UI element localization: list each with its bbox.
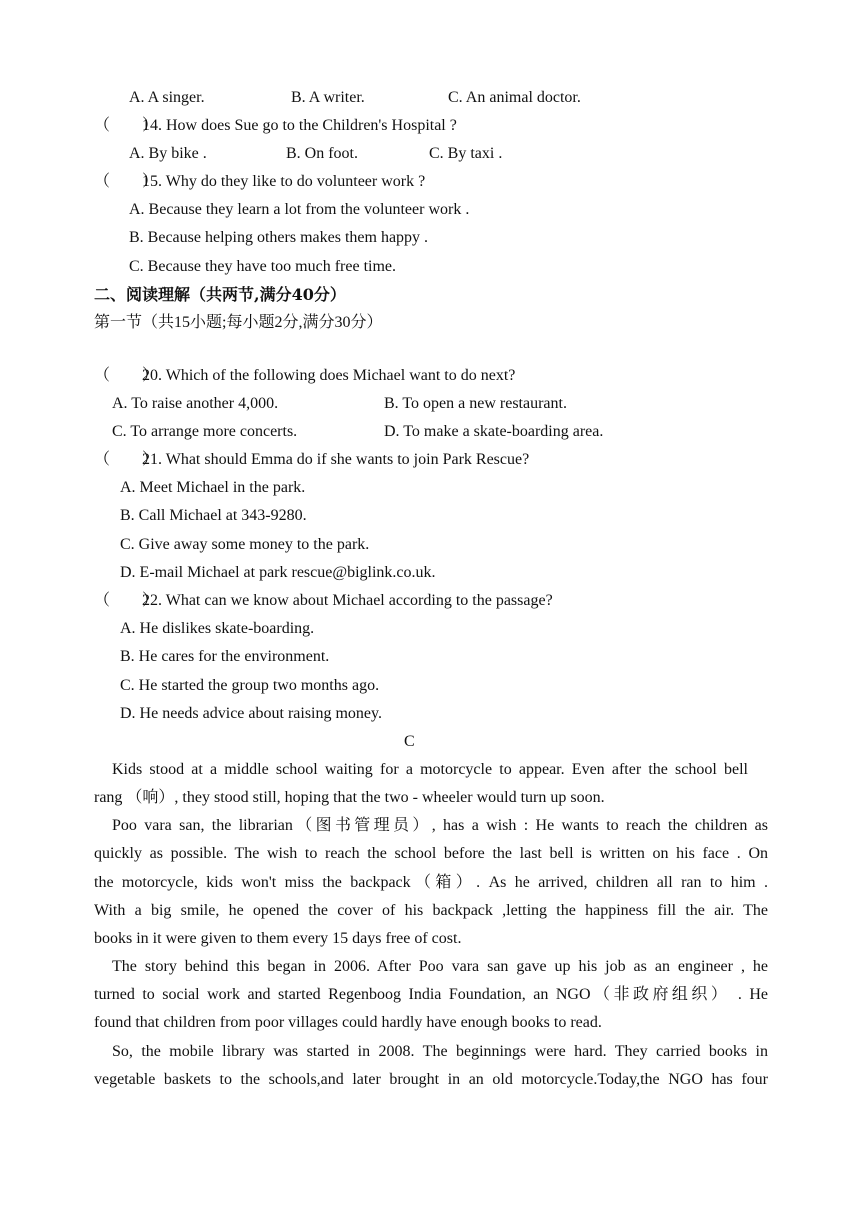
q20-option-a: A. To raise another 4,000. — [112, 395, 279, 412]
q14-question-row — [94, 116, 457, 136]
q15-question: 15. Why do they like to do volunteer work ? — [142, 173, 426, 190]
passage-heading: C — [404, 733, 415, 750]
passage-line: Kids stood at a middle school waiting for a motorcycle to appear. Even after the school bell — [112, 761, 748, 778]
section-part-title: 第一节（共15小题;每小题2分,满分30分） — [94, 314, 383, 331]
q20-option-c: C. To arrange more concerts. — [112, 423, 298, 440]
q22-option-c: C. He started the group two months ago. — [120, 677, 380, 694]
answer-blank: （ ） — [94, 173, 159, 190]
q22-option-b: B. He cares for the environment. — [120, 648, 330, 665]
q21-option-a: A. Meet Michael in the park. — [120, 479, 306, 496]
q15-option-b: B. Because helping others makes them happy . — [129, 229, 429, 246]
q22-option-a: A. He dislikes skate-boarding. — [120, 620, 315, 637]
q21-option-c: C. Give away some money to the park. — [120, 536, 370, 553]
q20-question-row — [94, 366, 515, 386]
q13-option-c: C. An animal doctor. — [448, 89, 581, 106]
q20-option-d: D. To make a skate-boarding area. — [384, 423, 604, 440]
q15-option-c: C. Because they have too much free time. — [129, 258, 397, 275]
passage-line: Poo vara san, the librarian（图书管理员）, has a wish : He wants to reach the children as — [112, 817, 768, 834]
passage-line: vegetable baskets to the schools,and later brought in an old motorcycle.Today,the NGO has four — [94, 1071, 768, 1088]
passage-line: rang （响）, they stood still, hoping that the two - wheeler would turn up soon. — [94, 789, 605, 806]
q22-option-d: D. He needs advice about raising money. — [120, 705, 382, 722]
q21-question-row — [94, 450, 529, 470]
q20-question: 20. Which of the following does Michael want to do next? — [142, 367, 516, 384]
answer-blank: （ ） — [94, 367, 159, 384]
q13-option-a: A. A singer. — [129, 89, 205, 106]
q15-option-a: A. Because they learn a lot from the volunteer work . — [129, 201, 470, 218]
answer-blank: （ ） — [94, 117, 159, 134]
q14-option-b: B. On foot. — [286, 145, 358, 162]
q22-question: 22. What can we know about Michael according to the passage? — [142, 592, 553, 609]
answer-blank: （ ） — [94, 592, 159, 609]
q14-option-c: C. By taxi . — [429, 145, 503, 162]
q21-option-d: D. E-mail Michael at park rescue@biglink.co.uk. — [120, 564, 436, 581]
passage-line: quickly as possible. The wish to reach the school before the last bell is written on his face . On — [94, 845, 768, 862]
q20-option-b: B. To open a new restaurant. — [384, 395, 567, 412]
q21-option-b: B. Call Michael at 343-9280. — [120, 507, 307, 524]
answer-blank: （ ） — [94, 451, 159, 468]
q14-option-a: A. By bike . — [129, 145, 207, 162]
q22-question-row — [94, 591, 553, 611]
passage-line: So, the mobile library was started in 2008. The beginnings were hard. They carried books in — [112, 1043, 768, 1060]
passage-line: found that children from poor villages could hardly have enough books to read. — [94, 1014, 602, 1031]
q21-question: 21. What should Emma do if she wants to join Park Rescue? — [142, 451, 530, 468]
passage-line: the motorcycle, kids won't miss the backpack（箱）. As he arrived, children all ran to him . — [94, 874, 768, 891]
q13-option-b: B. A writer. — [291, 89, 365, 106]
section-title: 二、阅读理解（共两节,满分40分） — [94, 285, 346, 304]
passage-line: The story behind this began in 2006. After Poo vara san gave up his job as an engineer , he — [112, 958, 768, 975]
q15-question-row — [94, 172, 425, 192]
passage-line: turned to social work and started Regenboog India Foundation, an NGO（非政府组织） . He — [94, 986, 768, 1003]
q14-question: 14. How does Sue go to the Children's Hospital ? — [142, 117, 457, 134]
passage-line: books in it were given to them every 15 days free of cost. — [94, 930, 462, 947]
passage-line: With a big smile, he opened the cover of his backpack ,letting the happiness fill the air. The — [94, 902, 768, 919]
